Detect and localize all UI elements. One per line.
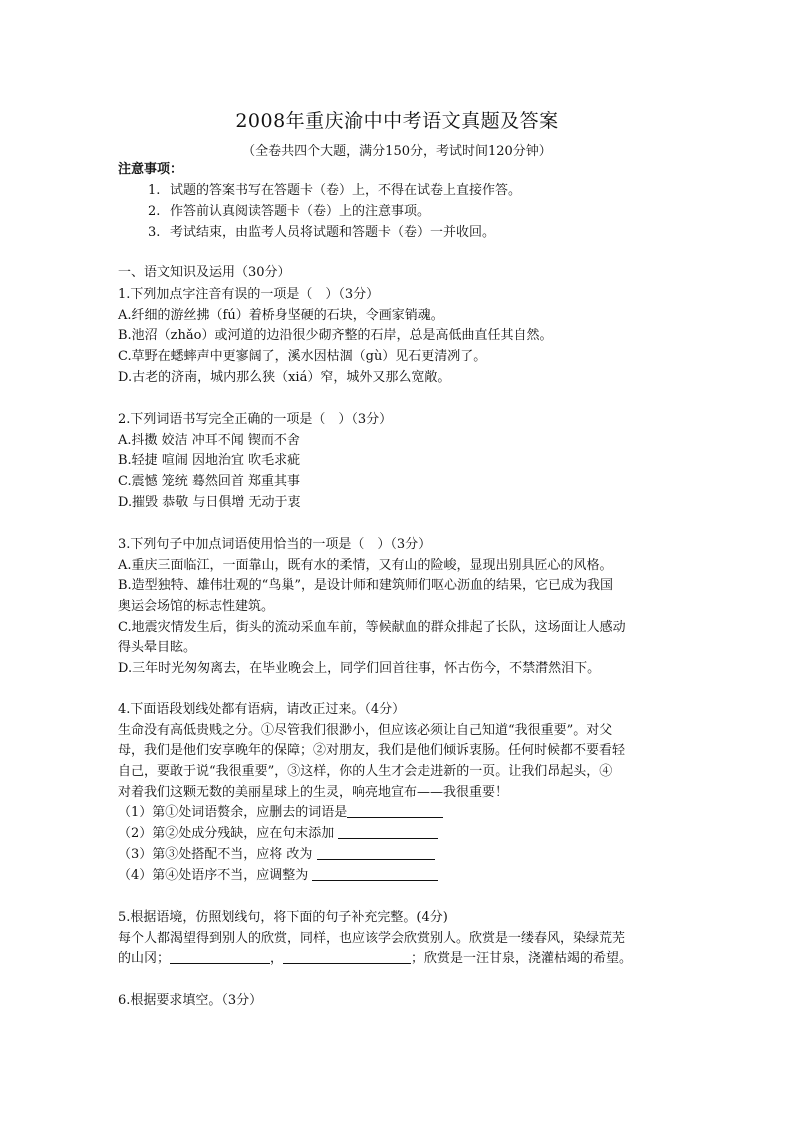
question-1: [118, 285, 678, 388]
notice-item: [148, 180, 521, 201]
option-c-continued: 得头晕目眩。: [118, 640, 197, 656]
passage-line: 自己，要敢于说“我很重要”，③这样，你的人生才会走进新的一页。让我们昂起头，④: [118, 764, 613, 780]
notice-item: [148, 222, 521, 243]
answer-blank[interactable]: [338, 824, 438, 839]
passage-text: 的山冈；: [118, 951, 171, 967]
passage-text: ，: [270, 951, 284, 967]
option-d: D.古老的济南，城内那么狭（xiá）窄，城外又那么宽敞。: [118, 369, 451, 385]
answer-blank[interactable]: [347, 803, 443, 818]
sub-question-4: [118, 866, 678, 887]
notice-item-number: 3.: [148, 225, 161, 240]
question-2: [118, 410, 678, 513]
answer-blank[interactable]: [312, 866, 438, 881]
option-a: A.抖擞 姣洁 冲耳不闻 锲而不舍: [118, 432, 300, 448]
section-1-heading: 一、语文知识及运用（30分）: [118, 265, 291, 280]
option-b: B.造型独特、雄伟壮观的“鸟巢”，是设计师和建筑师们呕心沥血的结果，它已成为我国: [118, 578, 613, 594]
passage-line-with-blanks: [118, 949, 678, 970]
option-c: C.地震灾情发生后，街头的流动采血车前，等候献血的群众排起了长队，这场面让人感动: [118, 619, 626, 635]
option-d: D.三年时光匆匆离去，在毕业晚会上，同学们回首往事，怀古伤今，不禁潸然泪下。: [118, 661, 601, 677]
question-stem: 6.根据要求填空。（3分）: [118, 993, 263, 1008]
notice-item-text: 试题的答案书写在答题卡（卷）上，不得在试卷上直接作答。: [170, 183, 522, 198]
page-title: 2008年重庆渝中中考语文真题及答案: [235, 110, 559, 132]
option-a: A.纤细的游丝拂（fú）着桥身坚硬的石块，令画家销魂。: [118, 307, 444, 323]
sub-question-text: （1）第①处词语赘余，应删去的词语是: [118, 805, 348, 821]
notice-item-number: 1.: [148, 183, 161, 198]
notice-list: [148, 180, 521, 243]
answer-blank[interactable]: [170, 949, 270, 964]
question-stem: 3.下列句子中加点词语使用恰当的一项是（ ）（3分）: [118, 537, 432, 552]
passage-line: 生命没有高低贵贱之分。①尽管我们很渺小，但应该必须让自己知道“我很重要”。对父: [118, 722, 613, 738]
option-a: A.重庆三面临江，一面靠山，既有水的柔情，又有山的险峻，显现出别具匠心的风格。: [118, 557, 613, 573]
sub-question-text: （2）第②处成分残缺，应在句末添加: [118, 826, 339, 842]
question-stem: 2.下列词语书写完全正确的一项是（ ）（3分）: [118, 412, 393, 427]
answer-blank[interactable]: [317, 845, 435, 860]
option-d: D.摧毁 恭敬 与日俱增 无动于衷: [118, 494, 301, 510]
notice-item-text: 考试结束，由监考人员将试题和答题卡（卷）一并收回。: [170, 225, 496, 240]
question-5: [118, 908, 678, 970]
notice-item-text: 作答前认真阅读答题卡（卷）上的注意事项。: [170, 204, 431, 219]
option-c: C.震憾 笼统 蓦然回首 郑重其事: [118, 474, 301, 490]
question-6: [118, 991, 678, 1012]
option-b: B.池沼（zhǎo）或河道的边沿很少砌齐整的石岸，总是高低曲直任其自然。: [118, 328, 553, 344]
question-3: [118, 535, 678, 680]
passage-line: 母，我们是他们安享晚年的保障；②对朋友，我们是他们倾诉衷肠。任何时候都不要看轻: [118, 743, 626, 759]
sub-question-text: （3）第③处搭配不当，应将 改为: [118, 846, 317, 862]
option-c: C.草野在蟋蟀声中更寥阔了，溪水因枯涸（gù）见石更清冽了。: [118, 349, 487, 365]
notice-item-number: 2.: [148, 204, 161, 219]
sub-question-1: [118, 803, 678, 824]
sub-question-2: [118, 824, 678, 845]
sub-question-3: [118, 845, 678, 866]
page-subtitle: （全卷共四个大题，满分150分，考试时间120分钟）: [242, 144, 552, 159]
question-4: [118, 700, 678, 886]
passage-text: ；欣赏是一汪甘泉，浇灌枯竭的希望。: [411, 951, 633, 967]
notice-item: [148, 201, 521, 222]
answer-blank[interactable]: [283, 949, 411, 964]
passage-line: 对着我们这颗无数的美丽星球上的生灵，响亮地宣布——我很重要！: [118, 784, 509, 800]
question-stem: 1.下列加点字注音有误的一项是（ ）（3分）: [118, 287, 380, 302]
sub-question-text: （4）第④处语序不当，应调整为: [118, 867, 313, 883]
notice-heading: 注意事项：: [118, 162, 184, 177]
question-stem: 4.下面语段划线处都有语病，请改正过来。（4分）: [118, 702, 406, 717]
option-b-continued: 奥运会场馆的标志性建筑。: [118, 599, 275, 615]
passage-line: 每个人都渴望得到别人的欣赏，同样，也应该学会欣赏别人。欣赏是一缕春风，染绿荒芜: [118, 930, 626, 946]
option-b: B.轻捷 喧闹 因地治宜 吹毛求疵: [118, 453, 301, 469]
question-stem: 5.根据语境，仿照划线句，将下面的句子补充完整。(4分): [118, 910, 448, 925]
